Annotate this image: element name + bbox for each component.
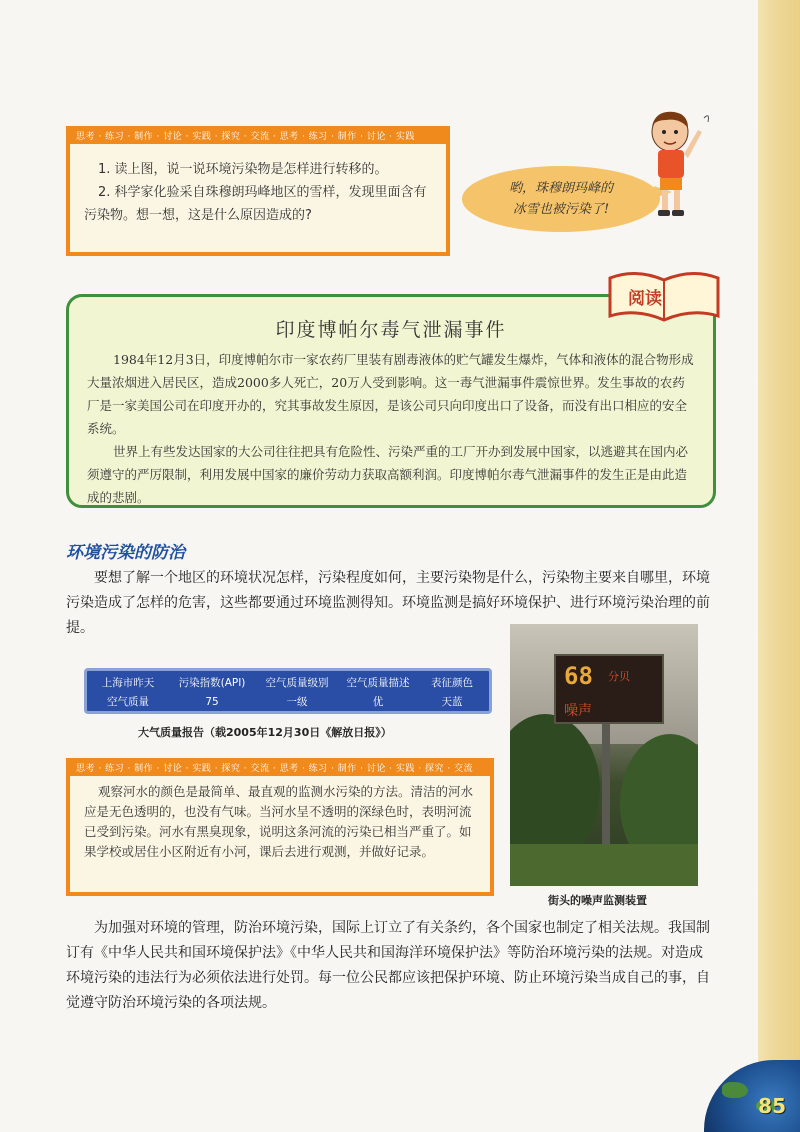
page-number: 85 — [758, 1094, 786, 1118]
aq-header-row — [87, 673, 489, 692]
activity-questions — [70, 144, 446, 235]
question-2: 2. 科学家化验采自珠穆朗玛峰地区的雪样，发现里面含有污染物。想一想，这是什么原因造成的? — [84, 185, 427, 223]
reading-paragraph-1: 1984年12月3日，印度博帕尔市一家农药厂里装有剧毒液体的贮气罐发生爆炸，气体和液体的混合物形成大量浓烟进入居民区，造成2000多人死亡，20万人受到影响。这一毒气泄漏事件震惊世界。发生事故的农药厂是一家美国公司在印度开办的，究其事故发生原因，是该公司只向印度出口了设备，而没有出口相应的安全系统。 — [87, 352, 694, 436]
reading-title: 印度博帕尔毒气泄漏事件 — [275, 319, 507, 341]
reading-text — [87, 348, 695, 509]
reading-paragraph-2: 世界上有些发达国家的大公司往往把具有危险性、污染严重的工厂开办到发展中国家，以逃避其在国内必须遵守的严厉限制，利用发展中国家的廉价劳动力获取高额利润。印度博帕尔毒气泄漏事件的发生正是由此造成的悲剧。 — [87, 444, 689, 505]
reading-box — [66, 294, 716, 508]
aq-header-cell: 空气质量描述 — [346, 677, 410, 689]
bubble-line-1: 哟，珠穆朗玛峰的 — [508, 181, 613, 196]
aq-value-cell: 一级 — [286, 696, 308, 708]
activity-text — [70, 776, 490, 870]
closing-section — [66, 916, 716, 1016]
aq-header-cell: 污染指数(API) — [178, 677, 246, 689]
air-quality-table — [84, 668, 492, 714]
aq-value-cell: 75 — [205, 695, 219, 708]
aq-header-cell: 表征颜色 — [431, 677, 473, 689]
sign-unit: 分贝 — [608, 670, 630, 683]
open-book-icon — [606, 264, 722, 324]
boy-cartoon-icon — [636, 108, 716, 218]
closing-paragraph: 为加强对环境的管理，防治环境污染，国际上订立了有关条约，各个国家也制定了相关法规。我国制订有《中华人民共和国环境保护法》《中华人民共和国海洋环境保护法》等防治环境污染的法规。对造成环境污染的违法行为必须依法进行处罚。每一位公民都应该把保护环境、防止环境污染当成自己的事，自觉遵守防治环境污染的各项法规。 — [66, 920, 710, 1011]
activity-box-1 — [66, 126, 450, 256]
noise-display-sign — [554, 654, 664, 724]
reading-badge: 阅读 — [628, 289, 662, 309]
sign-line-2: 噪声 — [564, 703, 592, 719]
sign-number: 68 — [564, 662, 593, 690]
section-heading: 环境污染的防治 — [66, 543, 185, 563]
bubble-line-2: 冰雪也被污染了! — [512, 202, 610, 217]
photo-caption: 街头的噪声监测装置 — [548, 894, 647, 907]
intro-paragraph: 要想了解一个地区的环境状况怎样，污染程度如何，主要污染物是什么，污染物主要来自哪里，环境污染造成了怎样的危害，这些都要通过环境监测得知。环境监测是搞好环境保护、进行环境污染治理的前提。 — [66, 570, 710, 636]
speech-bubble — [462, 166, 660, 232]
activity-strip: 思考 · 练习 · 制作 · 讨论 · 实践 · 探究 · 交流 · 思考 · 练习 · 制作 · 讨论 · 实践 — [70, 130, 446, 144]
aq-value-cell: 空气质量 — [107, 696, 149, 708]
aq-header-cell: 空气质量级别 — [265, 677, 329, 689]
question-1: 1. 读上图，说一说环境污染物是怎样进行转移的。 — [98, 162, 388, 177]
aq-value-cell: 天蓝 — [441, 696, 463, 708]
aq-header-cell: 上海市昨天 — [101, 677, 155, 689]
activity-box-2 — [66, 758, 494, 896]
activity-strip: 思考 · 练习 · 制作 · 讨论 · 实践 · 探究 · 交流 · 思考 · 练习 · 制作 · 讨论 · 实践 · 探究 · 交流 — [70, 762, 490, 776]
activity-paragraph: 观察河水的颜色是最简单、最直观的监测水污染的方法。清洁的河水应是无色透明的，也没有气味。当河水呈不透明的深绿色时，表明河流已受到污染。河水有黑臭现象，说明这条河流的污染已相当严重了。如果学校或居住小区附近有小河，课后去进行观测，并做好记录。 — [84, 784, 474, 859]
page-margin-strip — [758, 0, 800, 1132]
aq-value-row — [87, 692, 489, 711]
air-quality-caption: 大气质量报告（载2005年12月30日《解放日报》） — [138, 726, 392, 739]
noise-monitor-photo — [510, 624, 698, 886]
aq-value-cell: 优 — [372, 696, 384, 708]
